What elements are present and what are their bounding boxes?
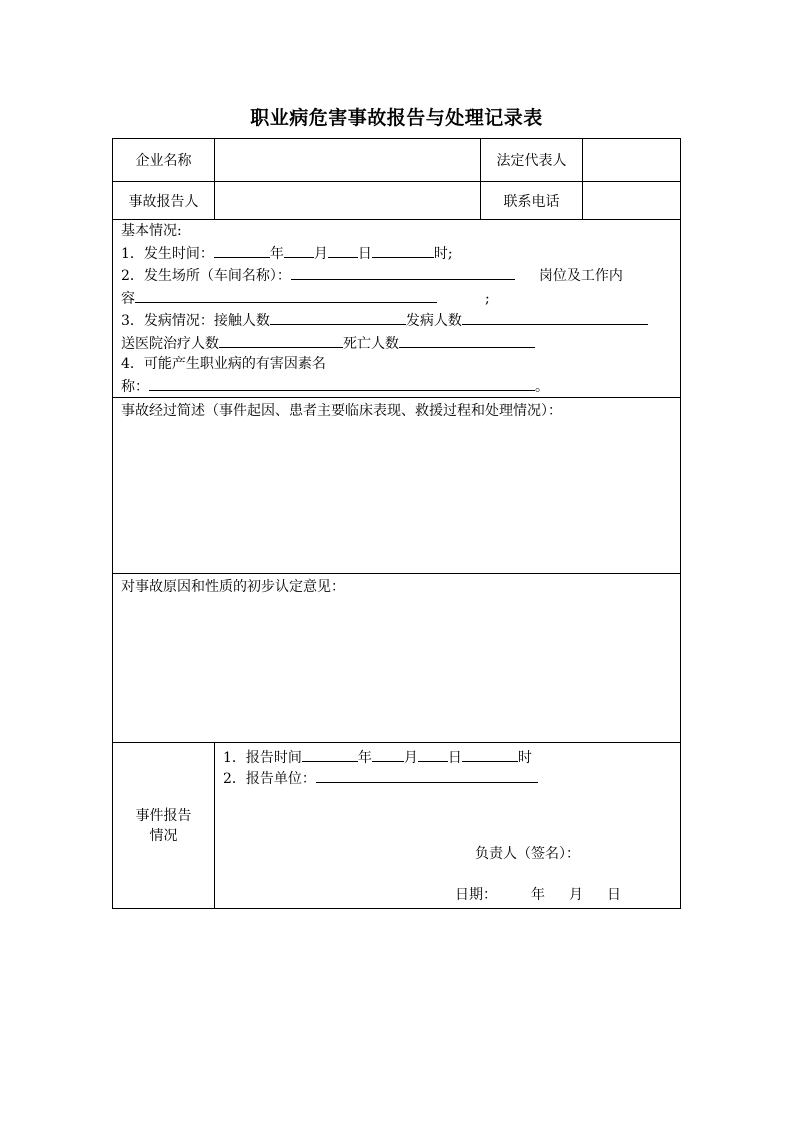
report-status-label: 事件报告 情况 <box>113 743 215 909</box>
report-unit-field[interactable] <box>316 767 538 783</box>
report-form-table <box>112 138 681 909</box>
day-field[interactable] <box>328 242 358 258</box>
row-basic-info <box>113 220 681 398</box>
job-content-line: 容 ; <box>121 287 674 310</box>
month-field[interactable] <box>284 242 314 258</box>
report-unit-line: 2．报告单位： <box>223 767 538 788</box>
field-phone[interactable] <box>583 182 681 220</box>
opinion-section[interactable] <box>113 574 681 743</box>
occurrence-time-line: 1．发生时间： 年 月 日 时; <box>121 242 674 265</box>
process-label: 事故经过简述（事件起因、患者主要临床表现、救援过程和处理情况）： <box>121 403 562 419</box>
label-company-name: 企业名称 <box>113 139 215 182</box>
basic-heading: 基本情况: <box>121 223 182 239</box>
hour-field[interactable] <box>372 242 434 258</box>
hazard-factor-label: 4．可能产生职业病的有害因素名 <box>121 356 326 372</box>
job-content-field[interactable] <box>135 287 437 303</box>
report-time-line: 1．报告时间 年 月 日 时 <box>223 746 532 767</box>
label-legal-rep: 法定代表人 <box>481 139 583 182</box>
signature-label: 负责人（签名）： <box>475 846 580 862</box>
location-line: 2．发生场所（车间名称）： 岗位及工作内 <box>121 264 674 287</box>
exposed-count-field[interactable] <box>270 309 406 325</box>
row-report <box>113 743 681 909</box>
basic-info-section <box>113 220 681 398</box>
ill-count-field[interactable] <box>462 309 648 325</box>
report-date-line: 日期： 年 月 日 <box>455 887 621 903</box>
hazard-factor-line: 称： 。 <box>121 375 674 398</box>
row-company <box>113 139 681 182</box>
year-field[interactable] <box>214 242 270 258</box>
row-reporter <box>113 182 681 220</box>
process-section[interactable] <box>113 398 681 574</box>
row-process <box>113 398 681 574</box>
report-section <box>215 743 681 909</box>
illness-line: 3．发病情况：接触人数 发病人数 <box>121 309 674 332</box>
field-legal-rep[interactable] <box>583 139 681 182</box>
report-month-field[interactable] <box>372 746 404 762</box>
workshop-field[interactable] <box>291 264 515 280</box>
hazard-factor-field[interactable] <box>149 375 535 391</box>
hospital-line: 送医院治疗人数 死亡人数 <box>121 332 674 355</box>
death-count-field[interactable] <box>399 332 535 348</box>
hospitalized-count-field[interactable] <box>219 332 343 348</box>
label-phone: 联系电话 <box>481 182 583 220</box>
report-hour-field[interactable] <box>462 746 518 762</box>
opinion-label: 对事故原因和性质的初步认定意见： <box>121 579 345 595</box>
row-opinion <box>113 574 681 743</box>
label-reporter: 事故报告人 <box>113 182 215 220</box>
page-title: 职业病危害事故报告与处理记录表 <box>250 107 543 129</box>
field-company-name[interactable] <box>215 139 481 182</box>
report-day-field[interactable] <box>418 746 448 762</box>
field-reporter[interactable] <box>215 182 481 220</box>
report-year-field[interactable] <box>302 746 358 762</box>
